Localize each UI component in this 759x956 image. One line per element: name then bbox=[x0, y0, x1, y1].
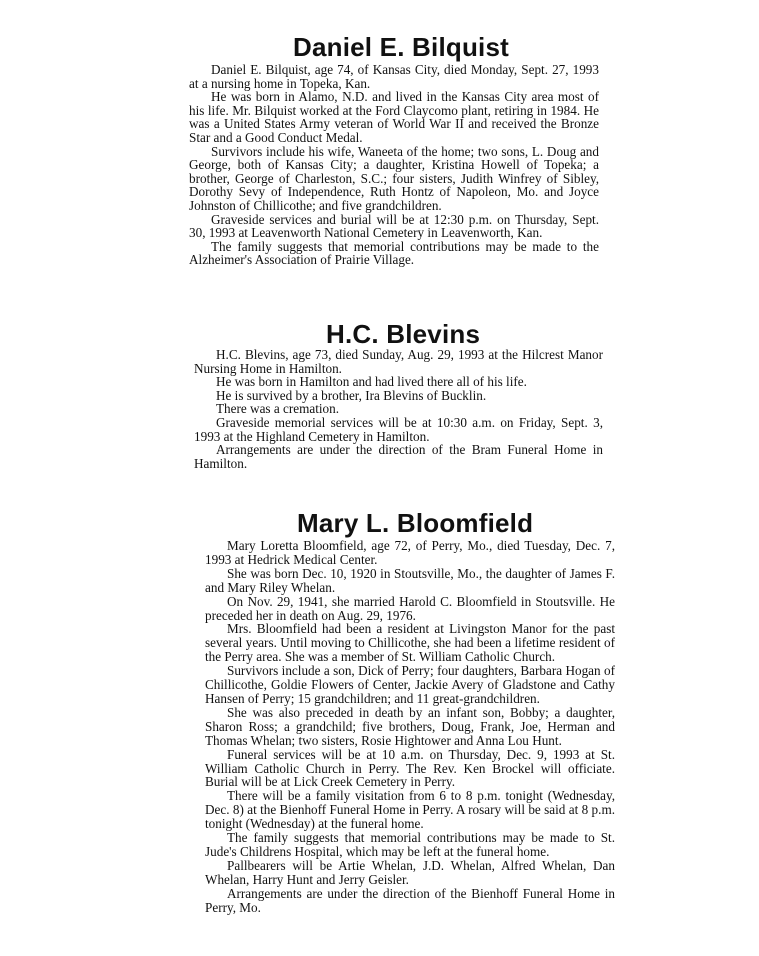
obituary-paragraph: He is survived by a brother, Ira Blevins of Bucklin. bbox=[216, 387, 487, 403]
obituary-paragraph: Graveside memorial services will be at 10:30 a.m. on Friday, Sept. 3, 1993 at the Highland Cemetery in Hamilton. bbox=[194, 414, 603, 444]
obituary-body bbox=[189, 63, 599, 267]
obituary-paragraph: There was a cremation. bbox=[216, 401, 340, 417]
obituary-paragraph: He was born in Alamo, N.D. and lived in the Kansas City area most of his life. Mr. Bilquist worked at the Ford Claycomo plant, retiring in 1984. He was a United States Army veteran of World War II and received the Bronze Star and a Good Conduct Medal. bbox=[189, 89, 599, 145]
obituary-paragraph: There will be a family visitation from 6 to 8 p.m. tonight (Wednesday, Dec. 8) at the Bienhoff Funeral Home in Perry. A rosary will be said at 8 p.m. tonight (Wednesday) at the funeral home. bbox=[205, 788, 615, 832]
obituary-paragraph: Arrangements are under the direction of the Bram Funeral Home in Hamilton. bbox=[194, 442, 603, 471]
obituary-name: Daniel E. Bilquist bbox=[293, 32, 509, 62]
obituary-paragraph: Mary Loretta Bloomfield, age 72, of Perry, Mo., died Tuesday, Dec. 7, 1993 at Hedrick Medical Center. bbox=[205, 538, 615, 567]
obituary-paragraph: Mrs. Bloomfield had been a resident at Livingston Manor for the past several years. Until moving to Chillicothe, she had been a lifetime resident of the Perry area. She was a member of St. William Catholic Church. bbox=[205, 621, 615, 665]
obituary-paragraph: The family suggests that memorial contributions may be made to the Alzheimer's Association of Prairie Village. bbox=[189, 238, 599, 268]
obituary-paragraph: Survivors include a son, Dick of Perry; four daughters, Barbara Hogan of Chillicothe, Goldie Flowers of Center, Jackie Avery of Gladstone and Cathy Hansen of Perry; 15 grandchildren; and 11 great-grandchildren. bbox=[205, 663, 615, 706]
obituary-paragraph: Pallbearers will be Artie Whelan, J.D. Whelan, Alfred Whelan, Dan Whelan, Harry Hunt and Jerry Geisler. bbox=[205, 857, 615, 887]
obituary-paragraph: Survivors include his wife, Waneeta of the home; two sons, L. Doug and George, both of Kansas City; a daughter, Kristina Howell of Topeka; a brother, George of Charleston, S.C.; four sisters, Judith Winfrey of Sibley, Dorothy Sevy of Independence, Ruth Hontz of Napoleon, Mo. and Joyce Johnston of Chillicothe; and five grandchildren. bbox=[189, 143, 599, 213]
obituary-paragraph: He was born in Hamilton and had lived there all of his life. bbox=[216, 374, 527, 390]
obituary-paragraph: Funeral services will be at 10 a.m. on Thursday, Dec. 9, 1993 at St. William Catholic Church in Perry. The Rev. Ken Brockel will officiate. Burial will be at Lick Creek Cemetery in Perry. bbox=[205, 746, 615, 790]
obituary-paragraph: Daniel E. Bilquist, age 74, of Kansas City, died Monday, Sept. 27, 1993 at a nursing home in Topeka, Kan. bbox=[189, 62, 599, 91]
obituary-body bbox=[205, 539, 615, 914]
obituary-paragraph: Arrangements are under the direction of the Bienhoff Funeral Home in Perry, Mo. bbox=[205, 885, 615, 915]
obituary-paragraph: On Nov. 29, 1941, she married Harold C. Bloomfield in Stoutsville. He preceded her in death on Aug. 29, 1976. bbox=[205, 593, 615, 623]
obituary-paragraph: She was also preceded in death by an infant son, Bobby; a daughter, Sharon Ross; a grandchild; five brothers, Doug, Frank, Joe, Herman and Thomas Whelan; two sisters, Rosie Hightower and Anna Lou Hunt. bbox=[205, 704, 615, 748]
obituary-body bbox=[194, 348, 603, 470]
obituary-paragraph: She was born Dec. 10, 1920 in Stoutsville, Mo., the daughter of James F. and Mary Riley Whelan. bbox=[205, 565, 615, 595]
obituary-name: Mary L. Bloomfield bbox=[297, 508, 534, 538]
obituary-name: H.C. Blevins bbox=[326, 319, 481, 349]
obituary-paragraph: The family suggests that memorial contributions may be made to St. Jude's Childrens Hospital, which may be left at the funeral home. bbox=[205, 830, 615, 859]
obituary-paragraph: H.C. Blevins, age 73, died Sunday, Aug. 29, 1993 at the Hilcrest Manor Nursing Home in Hamilton. bbox=[194, 347, 603, 376]
obituary-paragraph: Graveside services and burial will be at 12:30 p.m. on Thursday, Sept. 30, 1993 at Leavenworth National Cemetery in Leavenworth, Kan. bbox=[189, 211, 599, 241]
